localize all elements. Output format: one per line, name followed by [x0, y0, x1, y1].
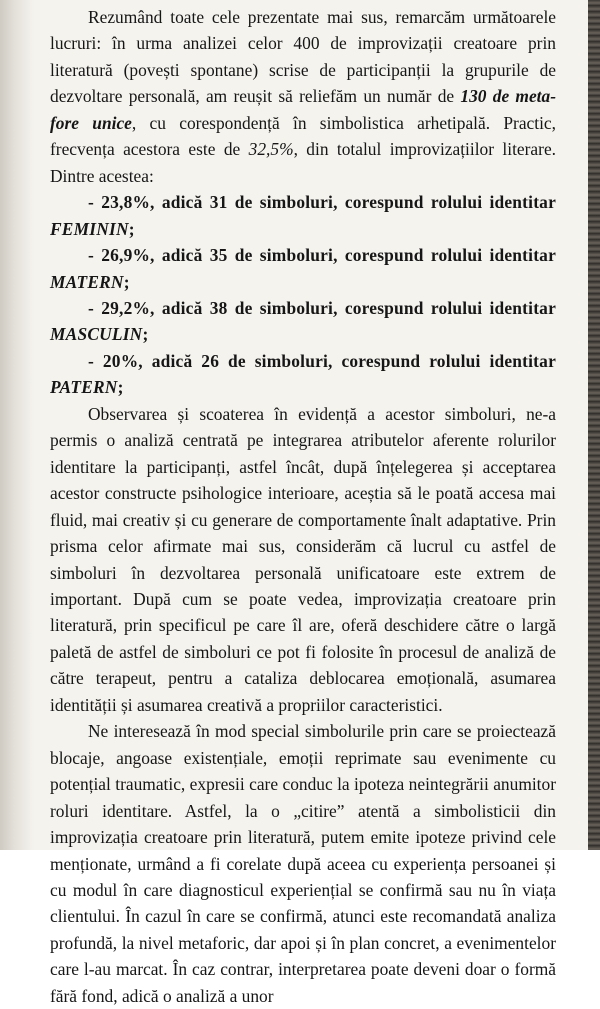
- list-item-text: - 26,9%, adică 35 de simboluri, corespund rolului identitar: [88, 245, 556, 266]
- paragraph-summary-part-1: Rezumând toate cele prezentate mai sus, remarcăm următoarele lucruri: în urma analizei celor 400 de improvizații creatoare prin literatură (povești spontane) scrise de participanții la grupurile de dezvoltare personală, am reușit să reliefăm un număr de: [50, 7, 556, 107]
- list-item-text: - 20%, adică 26 de simboluri, corespund rolului identitar: [88, 350, 556, 371]
- list-item-end: ;: [117, 377, 124, 398]
- list-item-matern: [50, 242, 556, 295]
- list-item-feminin: [50, 189, 556, 242]
- paragraph-summary-part-3: , din totalul improvizațiilor literare. Dintre acestea:: [50, 139, 557, 186]
- role-name: MATERN: [50, 271, 124, 292]
- paragraph-observation: Observarea și scoaterea în evidență a acestor simboluri, ne-a permis o analiză centrată pe integrarea atributelor aferente rolurilor identitare la participanți, astfel încât, după înțelegerea și acceptarea acestor constructe psihologice interioare, aceștia să le poată accesa mai fluid, mai creativ și cu generare de comportamente înalt adaptative. Prin prisma celor afirmate mai sus, considerăm că lucrul cu astfel de simboluri în dezvoltarea personală unificatoare este extrem de important. După cum se poate vedea, improvizația creatoare prin literatură, prin specificul pe care îl are, oferă deschidere către o largă paletă de astfel de simboluri ce pot fi folosite în procesul de analiză de către terapeut, pentru a cataliza deblocarea emoțională, asumarea identității și asumarea creativă a propriilor caracteristici.: [50, 403, 556, 715]
- identity-role-list: [50, 189, 556, 401]
- frequency-percent: 32,5%: [248, 139, 294, 160]
- list-item-text: - 23,8%, adică 31 de simboluri, corespund rolului identitar: [88, 192, 556, 213]
- list-item-end: ;: [142, 324, 149, 345]
- paragraph-interest: Ne interesează în mod special simbolurile prin care se proiectează blocaje, angoase existențiale, emoții reprimate sau evenimente cu potențial traumatic, expresii care conduc la ipoteza neintegrării anumitor roluri identitare. Astfel, la o „citire” atentă a simbolisticii din improvizația creatoare prin literatură, putem emite ipoteze privind cele menționate, urmând a fi corelate după aceea cu experiența persoanei și cu modul în care diagnosticul experiențial se confirmă sau nu în viața clientului. În cazul în care se confirmă, atunci este recomandată analiza profundă, la nivel metaforic, dar apoi și în plan concret, a evenimentelor care l-au marcat. În caz contrar, interpretarea poate deveni doar o formă fără fond, adică o analiză a unor: [50, 721, 556, 1006]
- list-item-patern: [50, 348, 556, 401]
- role-name: PATERN: [50, 377, 118, 398]
- page-body-text: [50, 4, 556, 1009]
- book-edge: [588, 0, 600, 850]
- role-name: MASCULIN: [50, 324, 143, 345]
- page-gutter-shadow: [0, 0, 34, 850]
- list-item-text: - 29,2%, adică 38 de simboluri, corespund rolului identitar: [88, 297, 556, 318]
- list-item-end: ;: [123, 271, 130, 292]
- paragraph-summary-part-2: , cu corespondență în simbolistica arhetipală. Practic, frecvența acestora este de: [50, 112, 556, 160]
- unique-metaphors-count: 130 de metafore unice: [50, 86, 557, 133]
- list-item-end: ;: [128, 218, 135, 239]
- list-item-masculin: [50, 295, 556, 348]
- paragraph-summary: [50, 4, 556, 189]
- role-name: FEMININ: [50, 218, 129, 239]
